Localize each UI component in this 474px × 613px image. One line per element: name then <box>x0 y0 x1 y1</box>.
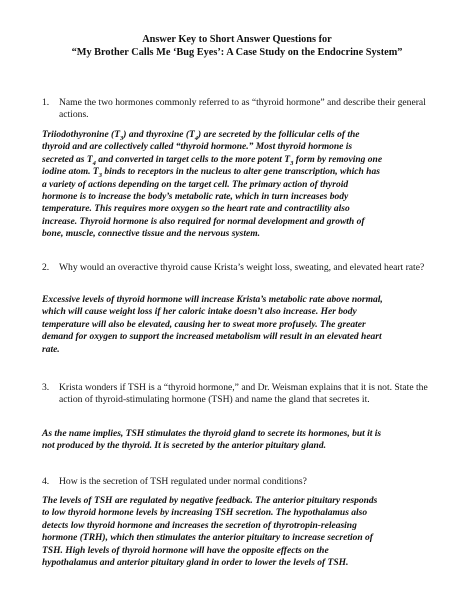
answer-line: a variety of actions depending on the target cell. The primary action of thyroid <box>42 179 349 190</box>
question-text: Why would an overactive thyroid cause Krista’s weight loss, sweating, and elevated heart rate? <box>59 262 425 273</box>
answer-line: demand for oxygen to support the increased metabolism will result in an elevated heart <box>42 332 382 343</box>
answer-line: rate. <box>42 344 60 355</box>
question-number: 3. <box>42 382 50 393</box>
answer-line: secreted as $T_4$ and converted in target cells to the more potent $T_3$ form by removing one <box>42 154 383 167</box>
answer-line: which will cause weight loss if her caloric intake doesn’t also increase. Her body <box>42 307 357 318</box>
answer-line: hormone is to increase the body’s metabolic rate, which in turn increases body <box>42 192 349 203</box>
answer-line: Triiodothyronine $(T_3)$ and thyroxine $(T_4)$ are secreted by the follicular cells of the <box>42 130 360 142</box>
title-line-1: Answer Key to Short Answer Questions for <box>142 34 332 45</box>
question-4 <box>42 476 442 488</box>
answer-line: detects low thyroid hormone and increases the secretion of thyrotropin-releasing <box>42 520 357 531</box>
answer-line: temperature will also be elevated, causing her to sweat more profusely. The greater <box>42 319 366 330</box>
answer-line: hormone (TRH), which then stimulates the anterior pituitary to increase secretion of <box>42 533 373 544</box>
question-number: 4. <box>42 476 50 487</box>
answer-2 <box>42 294 444 356</box>
answer-4 <box>42 495 444 569</box>
answer-line: increase. Thyroid hormone is also required for normal development and growth of <box>42 216 365 227</box>
answer-1 <box>42 129 444 241</box>
answer-line: As the name implies, TSH stimulates the thyroid gland to secrete its hormones, but it is <box>42 429 382 439</box>
answer-line: iodine atom. $T_3$ binds to receptors in the nucleus to alter gene transcription, which has <box>42 167 380 180</box>
answer-line: to low thyroid hormone levels by increasing TSH secretion. The hypothalamus also <box>42 508 368 519</box>
answer-line: not produced by the thyroid. It is secreted by the anterior pituitary gland. <box>42 441 326 452</box>
question-number: 2. <box>42 262 50 273</box>
title-line-2: “My Brother Calls Me ‘Bug Eyes’: A Case Study on the Endocrine System” <box>71 46 403 58</box>
answer-line: hypothalamus and anterior pituitary gland in order to lower the levels of TSH. <box>42 558 349 569</box>
answer-line: temperature. This requires more oxygen so the heart rate and contractility also <box>42 204 350 215</box>
question-text: Name the two hormones commonly referred to as “thyroid hormone” and describe their general actions. <box>59 97 426 121</box>
question-number: 1. <box>42 97 50 108</box>
answer-line: The levels of TSH are regulated by negative feedback. The anterior pituitary responds <box>42 496 378 506</box>
answer-3 <box>42 428 444 453</box>
answer-line: Excessive levels of thyroid hormone will increase Krista’s metabolic rate above normal, <box>42 295 383 305</box>
answer-line: bone, muscle, connective tissue and the nervous system. <box>42 229 260 240</box>
question-1 <box>42 97 442 122</box>
question-text: Krista wonders if TSH is a “thyroid hormone,” and Dr. Weisman explains that it is not. State the action of thyroid-stimulating hormone (TSH) and name the gland that secretes it. <box>59 382 428 406</box>
answer-line: TSH. High levels of thyroid hormone will have the opposite effects on the <box>42 545 329 556</box>
question-3 <box>42 382 442 407</box>
answer-line: thyroid and are collectively called “thyroid hormone.” Most thyroid hormone is <box>42 142 353 153</box>
question-text: How is the secretion of TSH regulated under normal conditions? <box>59 476 307 487</box>
question-2 <box>42 262 442 274</box>
document-title <box>30 34 444 60</box>
